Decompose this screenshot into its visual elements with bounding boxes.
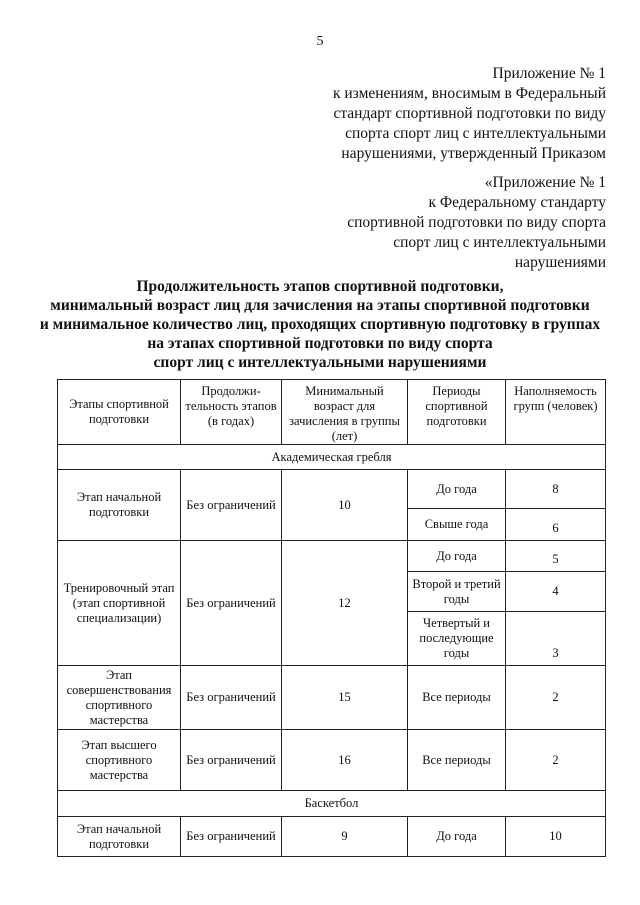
stage-duration: Без ограничений xyxy=(181,541,282,666)
header-periods: Периоды спортивной подготовки xyxy=(408,380,506,445)
appendix-1-line: Приложение № 1 xyxy=(492,65,606,82)
training-stages-table xyxy=(57,379,606,857)
header-stages: Этапы спортивной подготовки xyxy=(58,380,181,445)
table-header-row xyxy=(58,380,606,445)
title-line: на этапах спортивной подготовки по виду спорта xyxy=(147,335,493,352)
table-row xyxy=(58,817,606,857)
appendix-2-line: «Приложение № 1 xyxy=(484,174,606,191)
stage-duration: Без ограничений xyxy=(181,666,282,730)
stage-duration: Без ограничений xyxy=(181,730,282,791)
group-size: 4 xyxy=(506,572,606,612)
stage-duration: Без ограничений xyxy=(181,470,282,541)
sport-row xyxy=(58,791,606,817)
group-size: 6 xyxy=(506,509,606,541)
header-group-size: Наполняемость групп (человек) xyxy=(506,380,606,445)
group-size: 10 xyxy=(506,817,606,857)
group-size: 5 xyxy=(506,541,606,572)
period: До года xyxy=(408,470,506,509)
stage-name: Этап начальной подготовки xyxy=(58,817,181,857)
stage-min-age: 12 xyxy=(282,541,408,666)
group-size: 3 xyxy=(506,612,606,666)
stage-min-age: 16 xyxy=(282,730,408,791)
stage-min-age: 9 xyxy=(282,817,408,857)
appendix-1-line: к изменениям, вносимым в Федеральный xyxy=(332,85,606,102)
document-title xyxy=(0,277,640,372)
sport-name: Баскетбол xyxy=(58,791,606,817)
group-size: 2 xyxy=(506,730,606,791)
table-row xyxy=(58,541,606,572)
title-line: минимальный возраст лиц для зачисления на этапы спортивной подготовки xyxy=(50,297,590,314)
sport-name: Академическая гребля xyxy=(58,445,606,470)
stage-duration: Без ограничений xyxy=(181,817,282,857)
period: Четвертый и последующие годы xyxy=(408,612,506,666)
period: До года xyxy=(408,541,506,572)
appendix-2-line: спортивной подготовки по виду спорта xyxy=(347,214,606,231)
appendix-1-line: нарушениями, утвержденный Приказом xyxy=(341,145,606,162)
period: Все периоды xyxy=(408,730,506,791)
group-size: 8 xyxy=(506,470,606,509)
appendix-2-line: к Федеральному стандарту xyxy=(428,194,606,211)
stage-name: Этап совершенствования спортивного мастерства xyxy=(58,666,181,730)
stage-min-age: 10 xyxy=(282,470,408,541)
sport-row xyxy=(58,445,606,470)
appendix-1-header xyxy=(333,64,606,164)
appendix-1-line: стандарт спортивной подготовки по виду xyxy=(333,105,606,122)
table-row xyxy=(58,666,606,730)
appendix-1-line: спорта спорт лиц с интеллектуальными xyxy=(345,125,606,142)
table-row xyxy=(58,730,606,791)
period: Свыше года xyxy=(408,509,506,541)
appendix-2-line: нарушениями xyxy=(514,254,606,271)
table-row xyxy=(58,470,606,509)
header-duration: Продолжи-тельность этапов (в годах) xyxy=(181,380,282,445)
stage-name: Этап высшего спортивного мастерства xyxy=(58,730,181,791)
stage-min-age: 15 xyxy=(282,666,408,730)
appendix-2-header xyxy=(347,173,606,273)
header-min-age: Минимальный возраст для зачисления в группы (лет) xyxy=(282,380,408,445)
group-size: 2 xyxy=(506,666,606,730)
page-number: 5 xyxy=(316,34,324,49)
stage-name: Тренировочный этап (этап спортивной специализации) xyxy=(58,541,181,666)
title-line: и минимальное количество лиц, проходящих спортивную подготовку в группах xyxy=(39,316,601,333)
period: Второй и третий годы xyxy=(408,572,506,612)
stage-name: Этап начальной подготовки xyxy=(58,470,181,541)
title-line: спорт лиц с интеллектуальными нарушениями xyxy=(153,354,487,371)
period: Все периоды xyxy=(408,666,506,730)
period: До года xyxy=(408,817,506,857)
title-line: Продолжительность этапов спортивной подготовки, xyxy=(136,278,504,295)
appendix-2-line: спорт лиц с интеллектуальными xyxy=(393,234,606,251)
